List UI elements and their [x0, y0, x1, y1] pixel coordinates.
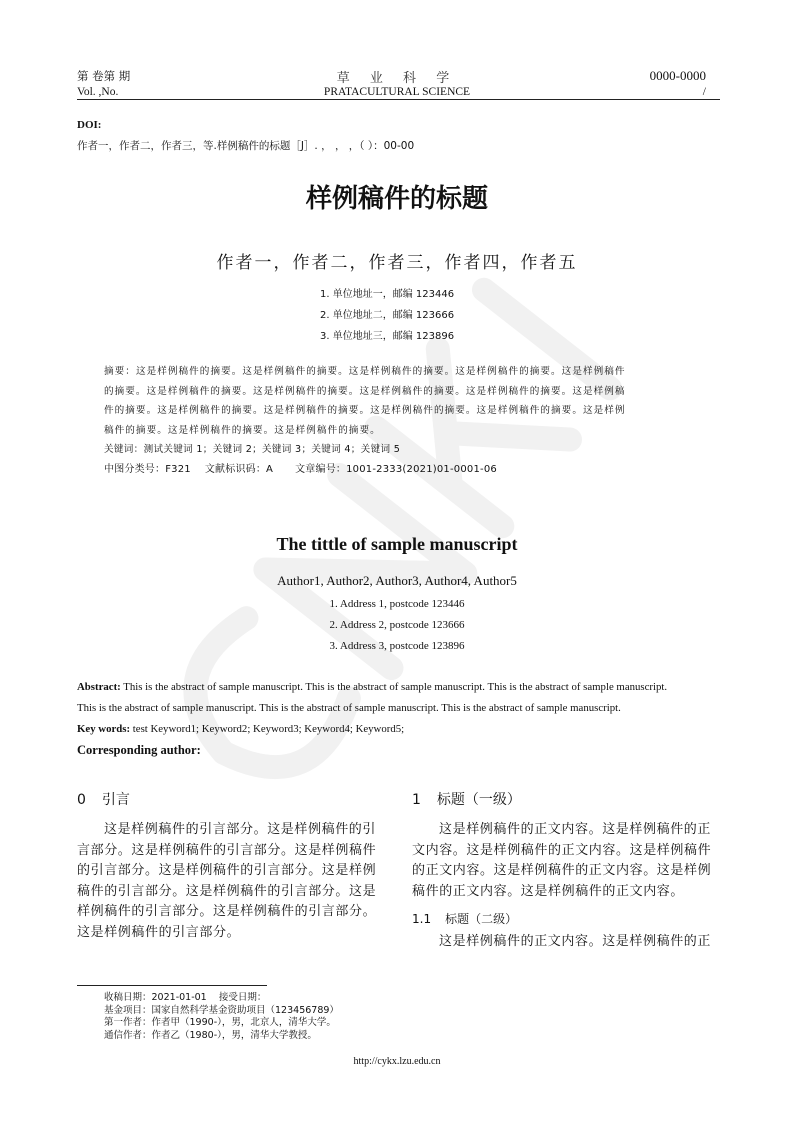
body-line: 稿件的正文内容。这是样例稿件的正文内容。 — [412, 883, 685, 899]
footnote-label: 接受日期： — [218, 992, 267, 1003]
affiliation: 3. 单位地址三，邮编 123896 — [320, 331, 455, 342]
section-0-body — [77, 820, 376, 943]
section-0-heading — [77, 789, 130, 809]
section-number: 1.1 — [412, 912, 432, 926]
citation: 作者一，作者二，作者三，等.样例稿件的标题［J］. ， ， ，（ ）：00-00 — [77, 140, 415, 152]
section-number: 0 — [77, 792, 86, 808]
abstract-line: 件的摘要。这是样例稿件的摘要。这是样例稿件的摘要。这是样例稿件的摘要。这是样例稿件的摘要。这是样例 — [104, 405, 626, 416]
body-line: 这是样例稿件的正文内容。这是样例稿件的正 — [439, 934, 712, 949]
abstract-line: 稿件的摘要。这是样例稿件的摘要。这是样例稿件的摘要。 — [104, 424, 381, 436]
abstract-line: This is the abstract of sample manuscript. This is the abstract of sample manuscript. This is the abstract of sample manuscript. — [120, 681, 668, 693]
keywords-en-value: test Keyword1; Keyword2; Keyword3; Keyword4; Keyword5; — [130, 723, 405, 735]
title-cn: 样例稿件的标题 — [305, 184, 489, 214]
body-line: 这是样例稿件的引言部分。 — [77, 924, 241, 940]
footnote-value: 国家自然科学基金资助项目（123456789） — [151, 1004, 339, 1016]
section-1-1-body — [412, 932, 711, 953]
affiliations-en — [329, 594, 464, 657]
abstract-en — [77, 677, 667, 761]
doc-code-label: 文献标识码： — [204, 463, 267, 475]
keywords-en-label: Key words: — [77, 723, 131, 735]
abstract-cn — [104, 362, 626, 479]
section-1-1-heading — [412, 910, 517, 927]
affiliation: 2. Address 2, postcode 123666 — [329, 619, 465, 631]
clc-value: F321 — [165, 463, 191, 475]
abstract-label: 摘要： — [104, 366, 136, 377]
body-line: 样例稿件的引言部分。这是样例稿件的引言部分。 — [77, 904, 377, 919]
affiliation: 3. Address 3, postcode 123896 — [329, 640, 465, 652]
issn-suffix: / — [702, 86, 706, 98]
affiliation: 2. 单位地址二，邮编 123666 — [320, 310, 455, 321]
section-title: 标题（一级） — [436, 792, 521, 808]
corresponding-author: Corresponding author: — [77, 743, 201, 757]
footnote-value: 作者甲（1990-），男，北京人，清华大学。 — [151, 1017, 336, 1028]
body-line: 的引言部分。这是样例稿件的引言部分。这是样例 — [77, 863, 377, 878]
body-line: 这是样例稿件的正文内容。这是样例稿件的正 — [439, 822, 712, 837]
authors-cn: 作者一，作者二，作者三，作者四，作者五 — [216, 253, 578, 273]
footnote-label: 基金项目： — [104, 1004, 152, 1016]
authors-en: Author1, Author2, Author3, Author4, Author5 — [277, 573, 517, 588]
footnote-value: 作者乙（1980-），男，清华大学教授。 — [151, 1029, 317, 1041]
body-line: 言部分。这是样例稿件的引言部分。这是样例稿件 — [77, 842, 377, 858]
article-no-label: 文章编号： — [295, 463, 347, 475]
journal-en: PRATACULTURAL SCIENCE — [323, 86, 471, 98]
doc-code-value: A — [266, 463, 274, 475]
body-line: 的正文内容。这是样例稿件的正文内容。这是样例 — [412, 863, 712, 878]
volume-en: Vol. ,No. — [77, 86, 119, 98]
abstract-en-label: Abstract: — [77, 681, 121, 693]
abstract-line: 的摘要。这是样例稿件的摘要。这是样例稿件的摘要。这是样例稿件的摘要。这是样例稿件的摘要。这是样例稿 — [104, 385, 626, 397]
body-line: 这是样例稿件的引言部分。这是样例稿件的引 — [104, 822, 377, 837]
body-line: 文内容。这是样例稿件的正文内容。这是样例稿件 — [412, 842, 712, 858]
clc-label: 中图分类号： — [104, 463, 166, 475]
issn: 0000-0000 — [649, 68, 706, 83]
article-no-value: 1001-2333(2021)01-0001-06 — [346, 463, 497, 475]
body-line: 稿件的引言部分。这是样例稿件的引言部分。这是 — [77, 883, 377, 899]
abstract-line: This is the abstract of sample manuscript. This is the abstract of sample manuscript. This is the abstract of sample manuscript. — [77, 702, 621, 714]
section-number: 1 — [412, 792, 421, 808]
affiliations-cn — [320, 284, 454, 347]
doi-label: DOI: — [77, 119, 102, 131]
section-1-heading — [412, 789, 521, 809]
footnotes — [104, 992, 339, 1042]
volume-cn: 第 卷第 期 — [77, 69, 131, 83]
title-en: The tittle of sample manuscript — [276, 534, 518, 554]
section-1-body — [412, 820, 711, 902]
footnote-rule — [77, 985, 267, 986]
abstract-line: 这是样例稿件的摘要。这是样例稿件的摘要。这是样例稿件的摘要。这是样例稿件的摘要。这是样例稿件 — [135, 366, 626, 377]
section-title: 标题（二级） — [445, 912, 518, 926]
footer-url[interactable]: http://cykx.lzu.edu.cn — [353, 1056, 441, 1067]
journal-cn: 草 业 科 学 — [336, 71, 458, 86]
footnote-value: 2021-01-01 — [151, 992, 219, 1003]
footnote-label: 通信作者： — [104, 1029, 152, 1041]
header-rule — [77, 99, 720, 100]
footnote-label: 第一作者： — [104, 1017, 152, 1028]
footnote-label: 收稿日期： — [104, 992, 152, 1003]
keywords-value: 测试关键词 1；关键词 2；关键词 3；关键词 4；关键词 5 — [143, 444, 401, 455]
affiliation: 1. Address 1, postcode 123446 — [329, 598, 465, 610]
affiliation: 1. 单位地址一，邮编 123446 — [320, 289, 455, 300]
section-title: 引言 — [101, 792, 130, 808]
keywords-label: 关键词： — [104, 444, 144, 455]
